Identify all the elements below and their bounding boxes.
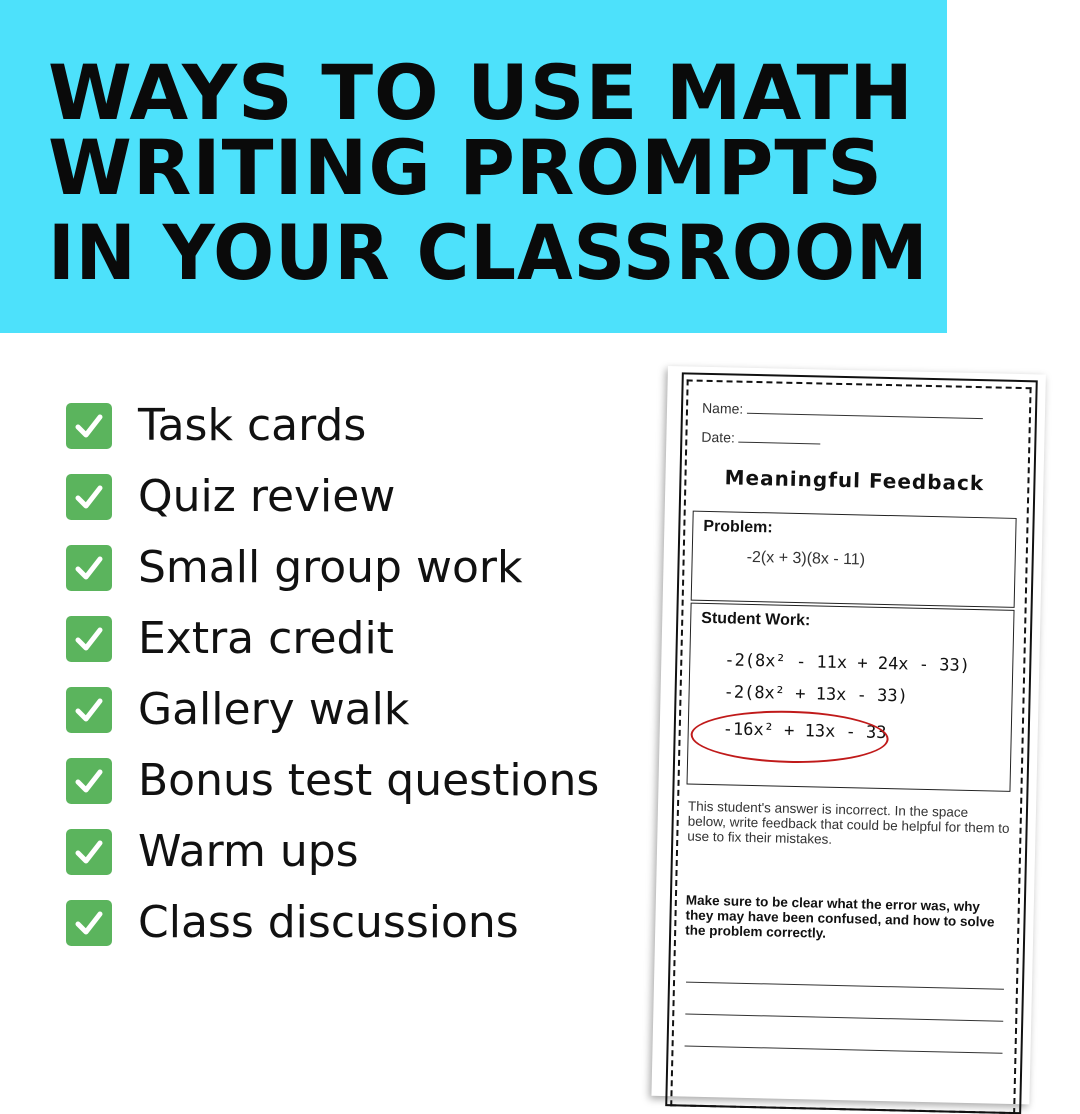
list-item-label: Bonus test questions <box>138 755 600 806</box>
list-item <box>66 887 599 958</box>
list-item <box>66 461 599 532</box>
check-icon <box>66 403 112 449</box>
check-icon <box>66 687 112 733</box>
list-item-label: Task cards <box>138 400 367 451</box>
list-item-label: Gallery walk <box>138 684 410 735</box>
work-line-1: -2(8x² - 11x + 24x - 33) <box>724 650 971 676</box>
work-line-2: -2(8x² + 13x - 33) <box>723 682 909 707</box>
check-icon <box>66 545 112 591</box>
bold-instructions-text: Make sure to be clear what the error was, why they may have been confused, and how to solve the problem correctly. <box>685 892 995 941</box>
work-line-3: -16x² + 13x - 33 <box>722 719 887 744</box>
date-field <box>701 429 821 448</box>
title-line-2: WRITING PROMPTS <box>48 123 883 212</box>
list-item <box>66 390 599 461</box>
list-item-label: Extra credit <box>138 613 394 664</box>
instructions-text: This student's answer is incorrect. In the space below, write feedback that could be helpful for them to use to fix their mistakes. <box>687 798 1010 847</box>
check-icon <box>66 758 112 804</box>
title-banner <box>0 0 947 333</box>
worksheet-heading: Meaningful Feedback <box>724 465 985 496</box>
list-item-label: Warm ups <box>138 826 359 877</box>
list-item <box>66 674 599 745</box>
check-icon <box>66 616 112 662</box>
student-work-box <box>687 603 1015 792</box>
name-label: Name: <box>701 399 744 417</box>
problem-label: Problem: <box>703 517 773 537</box>
worksheet-preview <box>651 366 1045 1104</box>
list-item-label: Quiz review <box>138 471 396 522</box>
check-icon <box>66 900 112 946</box>
problem-box <box>691 511 1017 608</box>
list-item <box>66 816 599 887</box>
error-circle <box>690 709 889 765</box>
list-item <box>66 745 599 816</box>
check-icon <box>66 829 112 875</box>
title-line-3: IN YOUR CLASSROOM <box>48 208 929 297</box>
date-line <box>739 442 821 445</box>
title-line-1: WAYS TO USE MATH <box>48 48 914 137</box>
list-item-label: Class discussions <box>138 897 519 948</box>
list-item <box>66 532 599 603</box>
date-label: Date: <box>701 428 736 446</box>
list-item-label: Small group work <box>138 542 523 593</box>
checklist <box>66 390 599 958</box>
problem-expression: -2(x + 3)(8x - 11) <box>746 548 866 569</box>
check-icon <box>66 474 112 520</box>
list-item <box>66 603 599 674</box>
student-work-label: Student Work: <box>701 609 811 630</box>
